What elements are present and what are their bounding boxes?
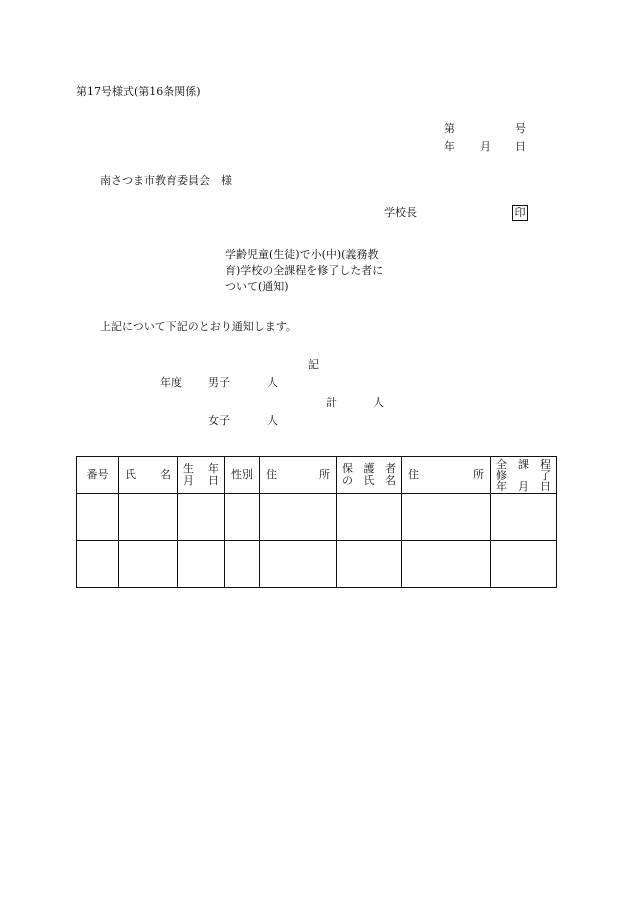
female-label: 女子 — [208, 414, 230, 427]
table-row — [77, 494, 557, 541]
table-cell[interactable] — [260, 541, 337, 588]
header-gender: 性別 — [225, 457, 260, 494]
ref-dai: 第 — [444, 122, 455, 135]
table-cell[interactable] — [337, 541, 402, 588]
header-guardian-address: 住 所 — [402, 457, 491, 494]
header-name: 氏 名 — [119, 457, 178, 494]
table-header-row — [77, 457, 557, 494]
addressee: 南さつま市教育委員会 様 — [100, 174, 232, 187]
fiscal-year-label: 年度 — [160, 376, 182, 389]
header-number: 番号 — [77, 457, 119, 494]
male-unit: 人 — [267, 376, 278, 389]
header-guardian-name: 保 護 者 の 氏 名 — [337, 457, 402, 494]
table-cell[interactable] — [119, 541, 178, 588]
table-cell[interactable] — [491, 494, 557, 541]
table-cell[interactable] — [260, 494, 337, 541]
seal-stamp: 印 — [512, 205, 528, 221]
table-cell[interactable] — [119, 494, 178, 541]
table-cell[interactable] — [225, 494, 260, 541]
header-address: 住 所 — [260, 457, 337, 494]
subject-line-2: 育)学校の全課程を修了した者に — [225, 264, 384, 277]
form-number: 第17号様式(第16条関係) — [76, 85, 201, 98]
date-month: 月 — [480, 140, 491, 153]
subject-line-1: 学齢児童(生徒)で小(中)(義務教 — [225, 248, 379, 261]
sender-title: 学校長 — [384, 206, 417, 219]
subject-line-3: ついて(通知) — [225, 280, 289, 293]
male-label: 男子 — [208, 376, 230, 389]
table-cell[interactable] — [491, 541, 557, 588]
total-label: 計 — [326, 396, 337, 409]
header-completion-date: 全 課 程 修 了 年 月 日 — [491, 457, 557, 494]
table-cell[interactable] — [178, 541, 225, 588]
header-birthdate: 生 年 月 日 — [178, 457, 225, 494]
ki-heading: 記 — [308, 358, 319, 371]
total-unit: 人 — [373, 396, 384, 409]
table-cell[interactable] — [402, 494, 491, 541]
date-day: 日 — [515, 140, 526, 153]
seal-mark — [512, 205, 528, 221]
female-unit: 人 — [267, 414, 278, 427]
table-cell[interactable] — [77, 494, 119, 541]
table-cell[interactable] — [337, 494, 402, 541]
table-cell[interactable] — [225, 541, 260, 588]
date-year: 年 — [444, 140, 455, 153]
table-cell[interactable] — [402, 541, 491, 588]
table-row — [77, 541, 557, 588]
ref-go: 号 — [515, 122, 526, 135]
body-text: 上記について下記のとおり通知します。 — [100, 320, 297, 333]
table-cell[interactable] — [178, 494, 225, 541]
table-cell[interactable] — [77, 541, 119, 588]
student-register-table — [76, 456, 557, 588]
